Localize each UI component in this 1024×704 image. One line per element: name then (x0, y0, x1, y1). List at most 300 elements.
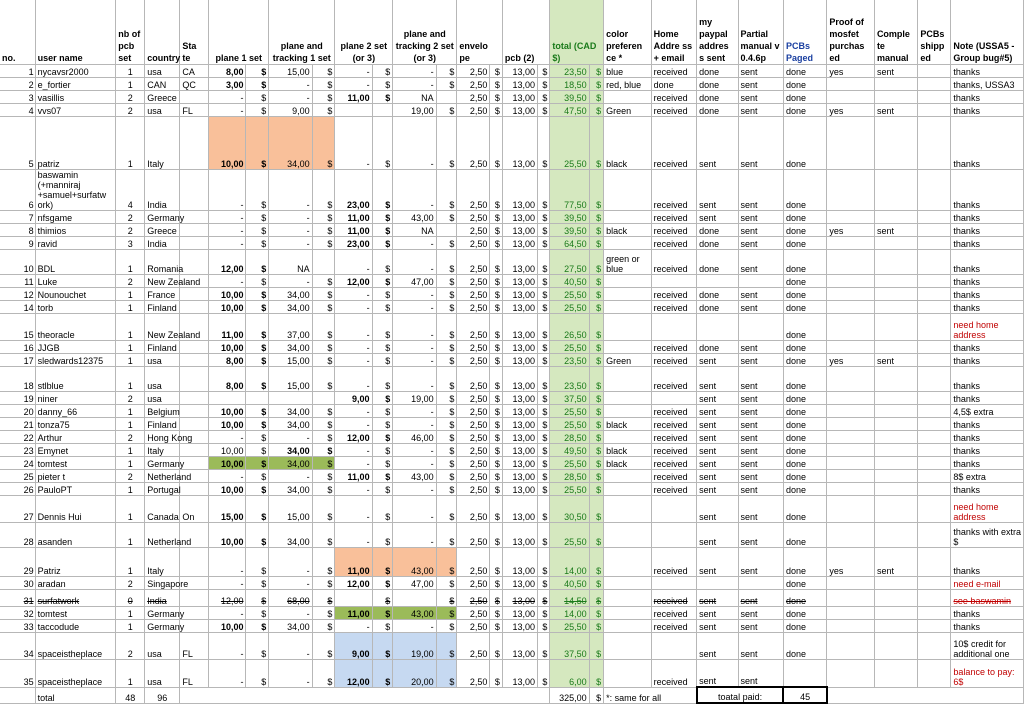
cell-color-preference[interactable] (604, 590, 652, 607)
cell-pcb-price[interactable]: 13,00 (502, 590, 537, 607)
cell-pcb-price[interactable]: 13,00 (502, 250, 537, 275)
cell-plane-tracking2-price[interactable]: - (393, 496, 436, 523)
cell-plane1-price[interactable]: 12,00 (209, 590, 246, 607)
cell-color-preference[interactable] (604, 314, 652, 341)
cell-pcb-set-count[interactable]: 2 (116, 275, 145, 288)
cell-pcb-price[interactable]: 13,00 (502, 170, 537, 211)
cell-country[interactable]: Finland (145, 341, 180, 354)
cell-total-currency[interactable]: $ (589, 392, 603, 405)
cell-note[interactable]: 4,5$ extra (951, 405, 1024, 418)
cell-country[interactable]: Greece (145, 91, 180, 104)
cell-paypal-status[interactable]: sent (697, 457, 738, 470)
cell-pcbs-shipped[interactable] (918, 620, 951, 633)
cell-total-cad[interactable]: 14,50 (550, 590, 589, 607)
cell-plane-tracking1-currency[interactable]: $ (312, 104, 335, 117)
cell-mosfet-proof[interactable] (827, 211, 875, 224)
cell-pcb-currency[interactable]: $ (537, 301, 549, 314)
cell-envelope-price[interactable]: 2,50 (457, 65, 490, 78)
cell-state[interactable] (180, 620, 209, 633)
cell-partial-manual-status[interactable]: sent (738, 301, 783, 314)
cell-plane-tracking2-currency[interactable]: $ (436, 367, 457, 392)
cell-pcbs-shipped[interactable] (918, 367, 951, 392)
cell-color-preference[interactable] (604, 660, 652, 688)
cell-pcbs-shipped[interactable] (918, 314, 951, 341)
cell-paypal-status[interactable] (697, 577, 738, 590)
cell-user-name[interactable]: torb (35, 301, 116, 314)
cell-country[interactable]: Canada (145, 496, 180, 523)
cell-home-address-status[interactable]: received (651, 117, 696, 170)
cell-plane2-currency[interactable]: $ (372, 354, 393, 367)
cell-plane1-currency[interactable]: $ (246, 237, 269, 250)
cell-plane2-currency[interactable]: $ (372, 367, 393, 392)
cell-plane-tracking1-price[interactable]: 37,00 (269, 314, 312, 341)
cell-home-address-status[interactable] (651, 275, 696, 288)
cell-plane2-currency[interactable]: $ (372, 633, 393, 660)
cell-plane2-currency[interactable]: $ (372, 483, 393, 496)
cell-home-address-status[interactable]: received (651, 224, 696, 237)
cell-row-number[interactable]: 5 (0, 117, 35, 170)
cell-row-number[interactable]: 25 (0, 470, 35, 483)
cell-plane2-price[interactable]: - (335, 250, 372, 275)
cell-color-preference[interactable]: blue (604, 65, 652, 78)
cell-partial-manual-status[interactable]: sent (738, 288, 783, 301)
cell-color-preference[interactable] (604, 577, 652, 590)
cell-home-address-status[interactable] (651, 314, 696, 341)
cell-partial-manual-status[interactable]: sent (738, 237, 783, 250)
cell-partial-manual-status[interactable]: sent (738, 590, 783, 607)
cell-paypal-status[interactable]: sent (697, 392, 738, 405)
cell-plane-tracking1-price[interactable]: - (269, 170, 312, 211)
cell-pcbs-paged-status[interactable]: done (783, 590, 826, 607)
cell-pcbs-shipped[interactable] (918, 483, 951, 496)
cell-plane2-price[interactable]: 11,00 (335, 470, 372, 483)
cell-plane-tracking2-currency[interactable]: $ (436, 470, 457, 483)
cell-pcb-price[interactable]: 13,00 (502, 431, 537, 444)
cell-row-number[interactable]: 22 (0, 431, 35, 444)
cell-plane1-price[interactable]: - (209, 660, 246, 688)
cell-plane2-price[interactable]: - (335, 496, 372, 523)
cell-envelope-currency[interactable]: $ (490, 354, 502, 367)
cell-color-preference[interactable] (604, 170, 652, 211)
cell-user-name[interactable]: thimios (35, 224, 116, 237)
cell-pcbs-paged-status[interactable]: done (783, 548, 826, 577)
cell-paypal-status[interactable]: sent (697, 633, 738, 660)
cell-paypal-status[interactable]: sent (697, 418, 738, 431)
cell-pcb-currency[interactable]: $ (537, 250, 549, 275)
summary-pcbs-total[interactable]: 96 (145, 687, 180, 703)
cell-pcb-set-count[interactable]: 2 (116, 104, 145, 117)
cell-plane1-currency[interactable]: $ (246, 341, 269, 354)
cell-total-currency[interactable]: $ (589, 660, 603, 688)
cell-plane2-price[interactable]: - (335, 418, 372, 431)
cell-mosfet-proof[interactable] (827, 523, 875, 548)
cell-state[interactable] (180, 354, 209, 367)
cell-state[interactable] (180, 418, 209, 431)
cell-state[interactable]: On (180, 496, 209, 523)
cell-plane-tracking2-currency[interactable]: $ (436, 354, 457, 367)
cell-home-address-status[interactable]: done (651, 78, 696, 91)
cell-home-address-status[interactable]: received (651, 444, 696, 457)
cell-plane1-price[interactable]: 11,00 (209, 314, 246, 341)
cell-pcbs-shipped[interactable] (918, 91, 951, 104)
cell-pcb-set-count[interactable]: 2 (116, 431, 145, 444)
cell-country[interactable]: India (145, 237, 180, 250)
cell-plane2-price[interactable]: - (335, 354, 372, 367)
cell-total-currency[interactable]: $ (589, 170, 603, 211)
cell-pcb-price[interactable]: 13,00 (502, 65, 537, 78)
cell-plane-tracking2-price[interactable]: - (393, 250, 436, 275)
cell-plane2-currency[interactable]: $ (372, 275, 393, 288)
cell-plane-tracking2-price[interactable]: - (393, 301, 436, 314)
cell-state[interactable]: FL (180, 104, 209, 117)
cell-row-number[interactable]: 6 (0, 170, 35, 211)
cell-pcb-set-count[interactable]: 2 (116, 211, 145, 224)
cell-color-preference[interactable] (604, 496, 652, 523)
cell-complete-manual-status[interactable] (874, 431, 917, 444)
col-home[interactable]: Home Addre ss + email (651, 0, 696, 65)
cell-envelope-currency[interactable]: $ (490, 275, 502, 288)
cell-total-cad[interactable]: 23,50 (550, 354, 589, 367)
cell-pcbs-paged-status[interactable]: done (783, 341, 826, 354)
cell-paypal-status[interactable]: sent (697, 607, 738, 620)
cell-plane-tracking2-currency[interactable]: $ (436, 444, 457, 457)
cell-plane-tracking1-price[interactable]: 34,00 (269, 301, 312, 314)
cell-partial-manual-status[interactable]: sent (738, 211, 783, 224)
cell-pcb-set-count[interactable]: 1 (116, 444, 145, 457)
cell-total-currency[interactable]: $ (589, 65, 603, 78)
cell-plane2-currency[interactable]: $ (372, 117, 393, 170)
cell-pcb-currency[interactable]: $ (537, 483, 549, 496)
cell-envelope-currency[interactable]: $ (490, 301, 502, 314)
cell-plane2-currency[interactable]: $ (372, 523, 393, 548)
cell-pcbs-paged-status[interactable]: done (783, 367, 826, 392)
cell-plane-tracking2-currency[interactable] (436, 224, 457, 237)
cell-row-number[interactable]: 16 (0, 341, 35, 354)
cell-total-cad[interactable]: 14,00 (550, 607, 589, 620)
cell-plane2-price[interactable]: 9,00 (335, 392, 372, 405)
cell-pcb-price[interactable]: 13,00 (502, 104, 537, 117)
cell-plane2-price[interactable]: 12,00 (335, 660, 372, 688)
cell-plane-tracking2-currency[interactable]: $ (436, 483, 457, 496)
cell-total-cad[interactable]: 30,50 (550, 496, 589, 523)
cell-note[interactable]: need e-mail (951, 577, 1024, 590)
cell-plane2-price[interactable]: - (335, 483, 372, 496)
cell-state[interactable]: QC (180, 78, 209, 91)
cell-envelope-price[interactable]: 2,50 (457, 590, 490, 607)
cell-partial-manual-status[interactable]: sent (738, 78, 783, 91)
cell-plane1-price[interactable]: 10,00 (209, 418, 246, 431)
cell-plane-tracking1-currency[interactable]: $ (312, 577, 335, 590)
cell-partial-manual-status[interactable]: sent (738, 620, 783, 633)
cell-note[interactable]: thanks (951, 341, 1024, 354)
cell-color-preference[interactable]: black (604, 457, 652, 470)
cell-country[interactable]: Finland (145, 301, 180, 314)
cell-pcb-set-count[interactable]: 2 (116, 91, 145, 104)
summary-label[interactable]: total (35, 687, 116, 703)
cell-complete-manual-status[interactable] (874, 275, 917, 288)
cell-pcbs-paged-status[interactable]: done (783, 314, 826, 341)
cell-plane1-price[interactable] (209, 392, 246, 405)
cell-mosfet-proof[interactable] (827, 633, 875, 660)
cell-pcbs-paged-status[interactable]: done (783, 91, 826, 104)
cell-pcb-set-count[interactable]: 4 (116, 170, 145, 211)
cell-note[interactable]: 10$ credit for additional one (951, 633, 1024, 660)
cell-plane-tracking1-currency[interactable]: $ (312, 78, 335, 91)
cell-note[interactable]: thanks (951, 548, 1024, 577)
cell-color-preference[interactable] (604, 431, 652, 444)
cell-plane-tracking1-price[interactable]: - (269, 607, 312, 620)
cell-plane-tracking2-price[interactable]: - (393, 341, 436, 354)
cell-partial-manual-status[interactable]: sent (738, 418, 783, 431)
cell-complete-manual-status[interactable] (874, 577, 917, 590)
cell-plane-tracking1-currency[interactable]: $ (312, 117, 335, 170)
cell-envelope-price[interactable]: 2,50 (457, 470, 490, 483)
cell-user-name[interactable]: aradan (35, 577, 116, 590)
cell-plane1-currency[interactable]: $ (246, 301, 269, 314)
cell-plane1-price[interactable]: - (209, 104, 246, 117)
cell-row-number[interactable]: 1 (0, 65, 35, 78)
cell-total-cad[interactable]: 25,50 (550, 620, 589, 633)
cell-home-address-status[interactable]: received (651, 457, 696, 470)
cell-plane2-currency[interactable]: $ (372, 620, 393, 633)
cell-envelope-currency[interactable]: $ (490, 288, 502, 301)
cell-envelope-price[interactable]: 2,50 (457, 314, 490, 341)
cell-row-number[interactable]: 28 (0, 523, 35, 548)
cell-envelope-price[interactable]: 2,50 (457, 431, 490, 444)
cell-color-preference[interactable]: green or blue (604, 250, 652, 275)
cell-plane2-currency[interactable]: $ (372, 470, 393, 483)
cell-plane-tracking1-price[interactable]: - (269, 470, 312, 483)
cell-envelope-currency[interactable]: $ (490, 418, 502, 431)
cell-envelope-price[interactable]: 2,50 (457, 392, 490, 405)
cell-pcb-set-count[interactable]: 1 (116, 250, 145, 275)
cell-user-name[interactable]: theoracle (35, 314, 116, 341)
cell-pcbs-shipped[interactable] (918, 250, 951, 275)
cell-user-name[interactable]: spaceistheplace (35, 660, 116, 688)
cell-paypal-status[interactable]: sent (697, 660, 738, 688)
cell-partial-manual-status[interactable]: sent (738, 341, 783, 354)
cell-plane-tracking2-price[interactable]: - (393, 170, 436, 211)
cell-envelope-currency[interactable]: $ (490, 470, 502, 483)
cell-plane1-currency[interactable]: $ (246, 523, 269, 548)
cell-color-preference[interactable]: red, blue (604, 78, 652, 91)
cell-complete-manual-status[interactable] (874, 301, 917, 314)
cell-plane2-price[interactable]: - (335, 314, 372, 341)
cell-partial-manual-status[interactable]: sent (738, 431, 783, 444)
cell-plane1-currency[interactable]: $ (246, 250, 269, 275)
cell-total-cad[interactable]: 27,50 (550, 250, 589, 275)
cell-color-preference[interactable] (604, 237, 652, 250)
cell-color-preference[interactable] (604, 211, 652, 224)
cell-plane1-currency[interactable]: $ (246, 91, 269, 104)
col-partial[interactable]: Partial manual v 0.4.6p (738, 0, 783, 65)
cell-total-cad[interactable]: 6,00 (550, 660, 589, 688)
cell-plane1-price[interactable]: 10,00 (209, 523, 246, 548)
cell-partial-manual-status[interactable]: sent (738, 354, 783, 367)
cell-complete-manual-status[interactable] (874, 470, 917, 483)
cell-partial-manual-status[interactable]: sent (738, 470, 783, 483)
cell-plane1-price[interactable]: 3,00 (209, 78, 246, 91)
cell-partial-manual-status[interactable] (738, 577, 783, 590)
cell-partial-manual-status[interactable]: sent (738, 496, 783, 523)
cell-note[interactable]: thanks (951, 444, 1024, 457)
cell-user-name[interactable]: tomtest (35, 607, 116, 620)
cell-plane-tracking1-currency[interactable]: $ (312, 548, 335, 577)
cell-plane2-price[interactable]: 11,00 (335, 224, 372, 237)
cell-pcbs-paged-status[interactable]: done (783, 444, 826, 457)
cell-pcb-set-count[interactable]: 1 (116, 367, 145, 392)
cell-plane1-currency[interactable]: $ (246, 354, 269, 367)
cell-home-address-status[interactable]: received (651, 341, 696, 354)
cell-plane-tracking2-price[interactable]: - (393, 314, 436, 341)
cell-plane2-currency[interactable]: $ (372, 590, 393, 607)
cell-paypal-status[interactable]: sent (697, 470, 738, 483)
cell-user-name[interactable]: stlblue (35, 367, 116, 392)
cell-pcbs-shipped[interactable] (918, 104, 951, 117)
cell-plane1-currency[interactable]: $ (246, 367, 269, 392)
cell-pcb-set-count[interactable]: 2 (116, 224, 145, 237)
cell-pcbs-paged-status[interactable]: done (783, 65, 826, 78)
cell-pcbs-shipped[interactable] (918, 275, 951, 288)
cell-plane-tracking2-currency[interactable]: $ (436, 341, 457, 354)
cell-pcb-currency[interactable]: $ (537, 392, 549, 405)
cell-note[interactable]: thanks (951, 104, 1024, 117)
cell-pcbs-paged-status[interactable]: done (783, 483, 826, 496)
cell-plane-tracking1-price[interactable] (269, 392, 312, 405)
cell-partial-manual-status[interactable] (738, 314, 783, 341)
cell-total-cad[interactable]: 28,50 (550, 470, 589, 483)
cell-color-preference[interactable] (604, 392, 652, 405)
cell-note[interactable]: thanks (951, 211, 1024, 224)
cell-envelope-currency[interactable]: $ (490, 590, 502, 607)
cell-home-address-status[interactable]: received (651, 301, 696, 314)
cell-row-number[interactable]: 8 (0, 224, 35, 237)
cell-row-number[interactable]: 19 (0, 392, 35, 405)
cell-pcb-set-count[interactable]: 1 (116, 78, 145, 91)
cell-pcbs-shipped[interactable] (918, 237, 951, 250)
cell-pcb-currency[interactable]: $ (537, 523, 549, 548)
cell-envelope-price[interactable]: 2,50 (457, 548, 490, 577)
col-pt2[interactable]: plane and tracking 2 set (or 3) (393, 0, 457, 65)
cell-plane-tracking2-currency[interactable]: $ (436, 607, 457, 620)
cell-pcb-currency[interactable]: $ (537, 577, 549, 590)
cell-home-address-status[interactable]: received (651, 431, 696, 444)
cell-plane-tracking2-price[interactable]: - (393, 367, 436, 392)
cell-country[interactable]: usa (145, 392, 180, 405)
cell-pcb-currency[interactable]: $ (537, 633, 549, 660)
cell-pcbs-paged-status[interactable]: done (783, 431, 826, 444)
cell-color-preference[interactable] (604, 548, 652, 577)
cell-plane-tracking2-currency[interactable]: $ (436, 418, 457, 431)
cell-note[interactable]: thanks (951, 620, 1024, 633)
cell-row-number[interactable]: 18 (0, 367, 35, 392)
cell-note[interactable]: thanks (951, 275, 1024, 288)
cell-pcbs-shipped[interactable] (918, 301, 951, 314)
cell-plane-tracking2-price[interactable]: NA (393, 91, 436, 104)
cell-mosfet-proof[interactable] (827, 314, 875, 341)
cell-total-currency[interactable]: $ (589, 418, 603, 431)
cell-pcb-set-count[interactable]: 1 (116, 660, 145, 688)
cell-plane1-currency[interactable]: $ (246, 78, 269, 91)
cell-total-cad[interactable]: 77,50 (550, 170, 589, 211)
cell-pcb-price[interactable]: 13,00 (502, 483, 537, 496)
cell-plane-tracking2-price[interactable]: 20,00 (393, 660, 436, 688)
cell-row-number[interactable]: 2 (0, 78, 35, 91)
cell-envelope-price[interactable]: 2,50 (457, 104, 490, 117)
cell-total-currency[interactable]: $ (589, 431, 603, 444)
cell-pcbs-paged-status[interactable]: done (783, 496, 826, 523)
cell-plane1-price[interactable]: 10,00 (209, 457, 246, 470)
cell-plane2-currency[interactable]: $ (372, 418, 393, 431)
cell-partial-manual-status[interactable]: sent (738, 104, 783, 117)
cell-plane-tracking2-price[interactable]: NA (393, 224, 436, 237)
cell-envelope-price[interactable]: 2,50 (457, 444, 490, 457)
cell-pcb-currency[interactable]: $ (537, 65, 549, 78)
cell-plane-tracking2-price[interactable]: - (393, 444, 436, 457)
cell-envelope-currency[interactable]: $ (490, 78, 502, 91)
cell-paypal-status[interactable]: sent (697, 620, 738, 633)
cell-complete-manual-status[interactable] (874, 590, 917, 607)
cell-paypal-status[interactable]: done (697, 224, 738, 237)
cell-pcb-price[interactable]: 13,00 (502, 523, 537, 548)
cell-envelope-price[interactable]: 2,50 (457, 341, 490, 354)
cell-user-name[interactable]: ravid (35, 237, 116, 250)
cell-color-preference[interactable] (604, 341, 652, 354)
cell-complete-manual-status[interactable] (874, 314, 917, 341)
cell-plane1-price[interactable]: - (209, 633, 246, 660)
cell-plane-tracking2-price[interactable]: 43,00 (393, 470, 436, 483)
cell-partial-manual-status[interactable]: sent (738, 224, 783, 237)
cell-row-number[interactable]: 35 (0, 660, 35, 688)
cell-paypal-status[interactable]: sent (697, 367, 738, 392)
cell-envelope-price[interactable]: 2,50 (457, 483, 490, 496)
cell-plane2-currency[interactable]: $ (372, 405, 393, 418)
cell-total-currency[interactable]: $ (589, 341, 603, 354)
cell-mosfet-proof[interactable] (827, 341, 875, 354)
cell-user-name[interactable]: taccodude (35, 620, 116, 633)
col-state[interactable]: Sta te (180, 0, 209, 65)
cell-state[interactable] (180, 483, 209, 496)
cell-plane-tracking1-currency[interactable]: $ (312, 301, 335, 314)
cell-color-preference[interactable] (604, 275, 652, 288)
cell-pcb-price[interactable]: 13,00 (502, 607, 537, 620)
cell-envelope-currency[interactable]: $ (490, 444, 502, 457)
cell-plane-tracking1-price[interactable]: - (269, 577, 312, 590)
cell-mosfet-proof[interactable] (827, 91, 875, 104)
cell-pcb-currency[interactable]: $ (537, 78, 549, 91)
cell-plane1-currency[interactable]: $ (246, 211, 269, 224)
cell-envelope-price[interactable]: 2,50 (457, 117, 490, 170)
cell-state[interactable] (180, 250, 209, 275)
cell-note[interactable]: thanks (951, 392, 1024, 405)
cell-plane1-currency[interactable]: $ (246, 483, 269, 496)
cell-mosfet-proof[interactable] (827, 444, 875, 457)
cell-home-address-status[interactable]: received (651, 211, 696, 224)
cell-note[interactable]: thanks (951, 170, 1024, 211)
cell-color-preference[interactable]: Green (604, 354, 652, 367)
cell-user-name[interactable]: baswamin (+manniraj +samuel+surfatw ork) (35, 170, 116, 211)
cell-pcb-price[interactable]: 13,00 (502, 288, 537, 301)
cell-plane2-currency[interactable]: $ (372, 444, 393, 457)
cell-row-number[interactable]: 24 (0, 457, 35, 470)
cell-total-currency[interactable]: $ (589, 548, 603, 577)
cell-plane1-price[interactable]: - (209, 607, 246, 620)
cell-home-address-status[interactable]: received (651, 367, 696, 392)
cell-plane-tracking2-currency[interactable]: $ (436, 523, 457, 548)
cell-plane-tracking2-currency[interactable]: $ (436, 301, 457, 314)
cell-pcb-price[interactable]: 13,00 (502, 457, 537, 470)
cell-plane1-currency[interactable]: $ (246, 117, 269, 170)
